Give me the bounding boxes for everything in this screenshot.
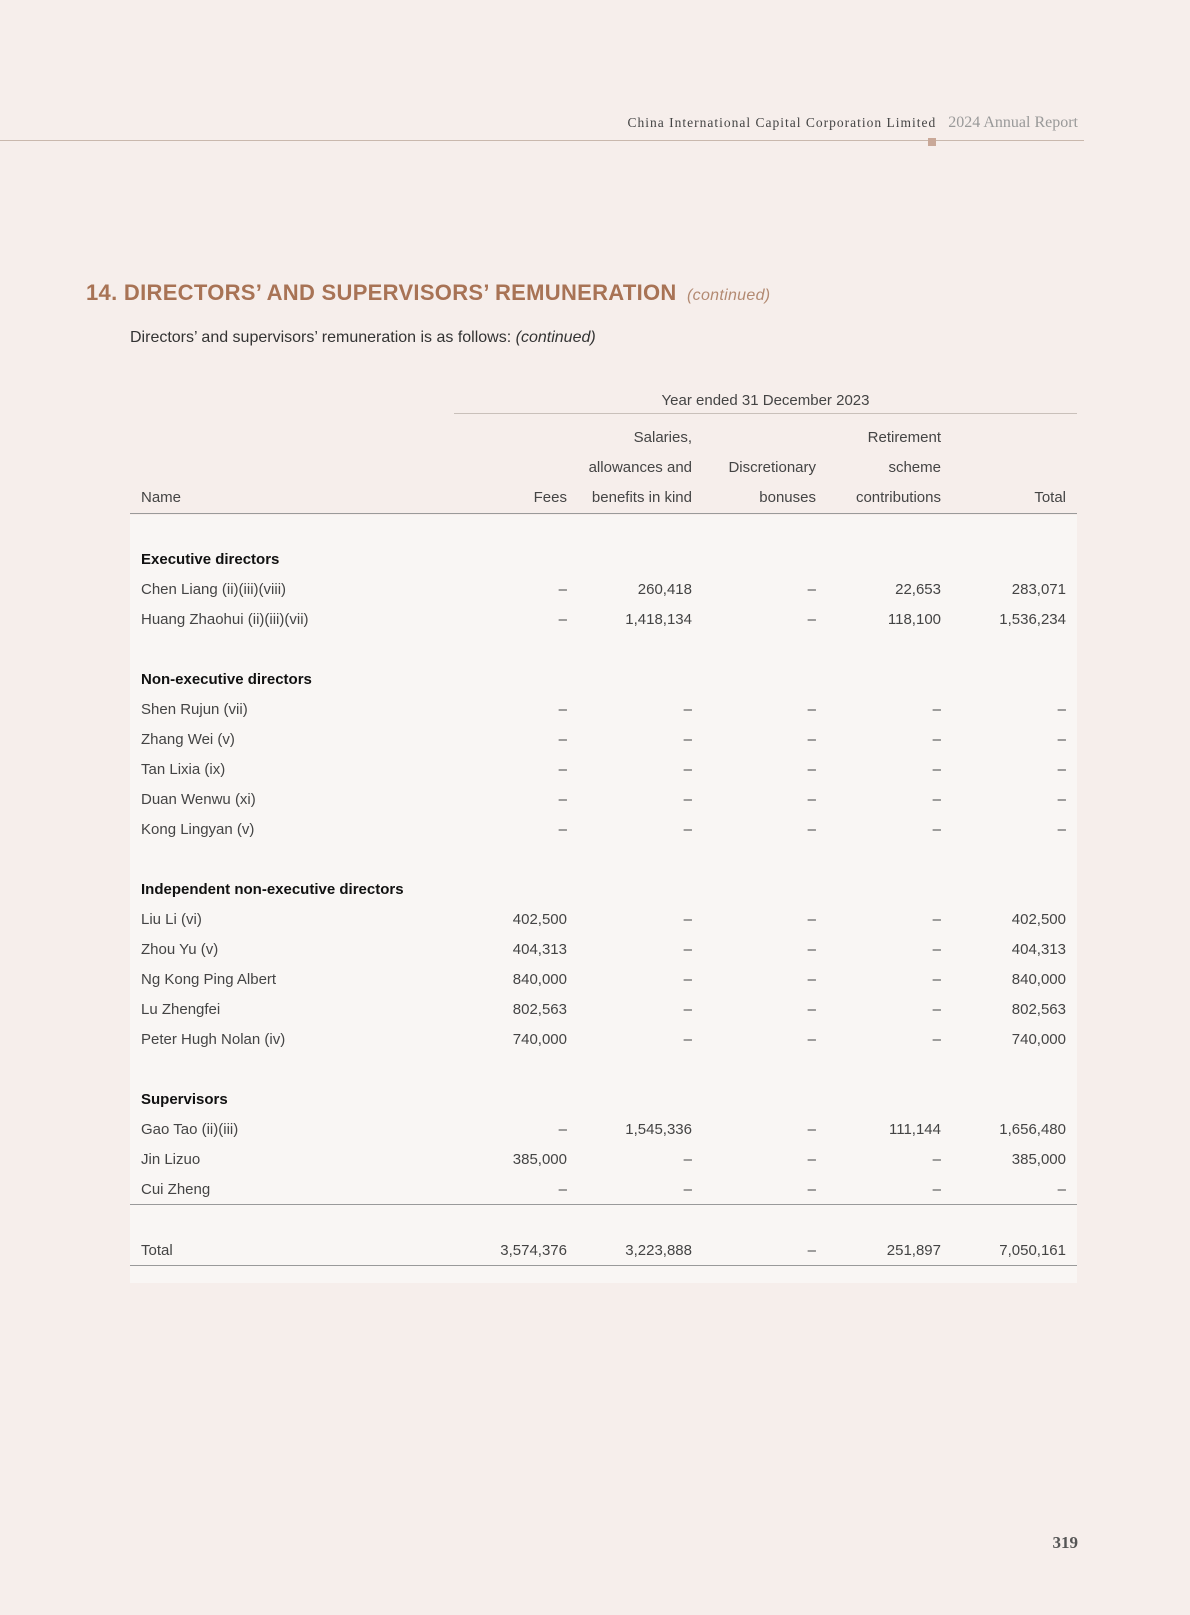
- cell-fees: –: [558, 790, 567, 808]
- cell-fees: 385,000: [512, 1150, 567, 1168]
- cell-bonuses: –: [807, 1120, 816, 1138]
- table-row: [130, 1144, 1077, 1174]
- group-title: Non-executive directors: [141, 670, 312, 688]
- cell-bonuses: –: [807, 1000, 816, 1018]
- cell-name: Shen Rujun (vii): [141, 700, 248, 718]
- column-header-name: [130, 453, 430, 483]
- column-header-fees: Fees: [533, 489, 567, 506]
- spacer-row: [130, 844, 1077, 874]
- cell-total: –: [1057, 760, 1066, 778]
- table-row: [130, 1174, 1077, 1205]
- intro-continued: (continued): [515, 329, 596, 346]
- table-row: [130, 694, 1077, 724]
- cell-total: –: [1057, 1180, 1066, 1198]
- spacer-row: [130, 1054, 1077, 1084]
- cell-salaries: –: [683, 1180, 692, 1198]
- table-row: [130, 964, 1077, 994]
- cell-salaries: 1,418,134: [625, 610, 692, 628]
- cell-total: 283,071: [1011, 580, 1066, 598]
- group-title: Supervisors: [141, 1090, 228, 1108]
- spacer-row: [130, 634, 1077, 664]
- company-name: China International Capital Corporation Limited: [627, 115, 937, 130]
- cell-salaries: –: [683, 910, 692, 928]
- cell-bonuses: –: [807, 910, 816, 928]
- cell-salaries: –: [683, 1000, 692, 1018]
- cell-name: Total: [141, 1241, 173, 1259]
- continued-label: (continued): [687, 287, 771, 304]
- column-header-total: [941, 423, 1077, 453]
- spacer-row: [130, 1205, 1077, 1236]
- cell-bonuses: –: [807, 580, 816, 598]
- cell-salaries: –: [683, 1030, 692, 1048]
- cell-total: 1,656,480: [999, 1120, 1066, 1138]
- cell-name: Gao Tao (ii)(iii): [141, 1120, 239, 1138]
- cell-name: Jin Lizuo: [141, 1150, 201, 1168]
- cell-fees: –: [558, 700, 567, 718]
- cell-fees: –: [558, 580, 567, 598]
- column-header-retirement: scheme: [888, 459, 941, 476]
- cell-name: Tan Lixia (ix): [141, 760, 226, 778]
- cell-name: Lu Zhengfei: [141, 1000, 221, 1018]
- cell-name: Ng Kong Ping Albert: [141, 970, 277, 988]
- cell-name: Peter Hugh Nolan (iv): [141, 1030, 286, 1048]
- column-header-salaries: allowances and: [588, 459, 692, 476]
- cell-fees: –: [558, 1180, 567, 1198]
- period-heading: Year ended 31 December 2023: [661, 392, 870, 409]
- cell-total: 7,050,161: [999, 1241, 1066, 1259]
- cell-total: –: [1057, 790, 1066, 808]
- cell-salaries: –: [683, 790, 692, 808]
- total-row: [130, 1235, 1077, 1266]
- cell-salaries: –: [683, 940, 692, 958]
- header-marker: [928, 138, 936, 146]
- cell-bonuses: –: [807, 1180, 816, 1198]
- table-row: [130, 754, 1077, 784]
- header-row: [130, 483, 1077, 514]
- cell-salaries: –: [683, 700, 692, 718]
- header-row: [130, 453, 1077, 483]
- cell-fees: 840,000: [512, 970, 567, 988]
- cell-retirement: –: [932, 970, 941, 988]
- cell-retirement: –: [932, 1030, 941, 1048]
- cell-bonuses: –: [807, 1150, 816, 1168]
- cell-name: Zhang Wei (v): [141, 730, 235, 748]
- cell-salaries: –: [683, 760, 692, 778]
- cell-fees: 402,500: [512, 910, 567, 928]
- cell-total: –: [1057, 700, 1066, 718]
- cell-total: 402,500: [1011, 910, 1066, 928]
- group-heading-row: [130, 664, 1077, 694]
- cell-bonuses: –: [807, 700, 816, 718]
- cell-total: –: [1057, 820, 1066, 838]
- header-divider: [0, 140, 1084, 141]
- cell-name: Cui Zheng: [141, 1180, 211, 1198]
- column-header-name: Name: [141, 489, 182, 506]
- cell-bonuses: –: [807, 760, 816, 778]
- cell-fees: 3,574,376: [500, 1241, 567, 1259]
- cell-retirement: 118,100: [887, 610, 941, 628]
- group-heading-row: [130, 544, 1077, 574]
- table-row: [130, 904, 1077, 934]
- section-number: 14.: [86, 280, 118, 305]
- cell-salaries: –: [683, 1150, 692, 1168]
- cell-retirement: –: [932, 700, 941, 718]
- section-title: [86, 280, 770, 306]
- table-row: [130, 574, 1077, 604]
- period-divider: [454, 413, 1077, 414]
- cell-total: 404,313: [1011, 940, 1066, 958]
- cell-name: Liu Li (vi): [141, 910, 202, 928]
- table-row: [130, 1024, 1077, 1054]
- table-row: [130, 814, 1077, 844]
- intro-text: [130, 329, 596, 347]
- cell-name: Huang Zhaohui (ii)(iii)(vii): [141, 610, 309, 628]
- cell-total: 1,536,234: [999, 610, 1066, 628]
- intro-sentence: Directors’ and supervisors’ remuneration is as follows:: [130, 329, 512, 346]
- cell-salaries: –: [683, 970, 692, 988]
- cell-fees: –: [558, 730, 567, 748]
- cell-retirement: –: [932, 1000, 941, 1018]
- column-header-salaries: Salaries,: [633, 429, 692, 446]
- table-row: [130, 934, 1077, 964]
- cell-salaries: 1,545,336: [625, 1120, 692, 1138]
- cell-fees: 802,563: [512, 1000, 567, 1018]
- group-title: Executive directors: [141, 550, 280, 568]
- column-header-name: [130, 423, 430, 453]
- table-row: [130, 724, 1077, 754]
- column-header-fees: [430, 423, 567, 453]
- cell-retirement: 251,897: [886, 1241, 941, 1259]
- column-header-retirement: Retirement: [867, 429, 941, 446]
- cell-name: Kong Lingyan (v): [141, 820, 255, 838]
- column-header-salaries: benefits in kind: [591, 489, 692, 506]
- table-row: [130, 784, 1077, 814]
- cell-retirement: –: [932, 820, 941, 838]
- cell-total: 740,000: [1011, 1030, 1066, 1048]
- group-title: Independent non-executive directors: [141, 880, 404, 898]
- cell-fees: 740,000: [512, 1030, 567, 1048]
- cell-bonuses: –: [807, 940, 816, 958]
- cell-fees: –: [558, 820, 567, 838]
- cell-total: 840,000: [1011, 970, 1066, 988]
- cell-bonuses: –: [807, 970, 816, 988]
- cell-total: 385,000: [1011, 1150, 1066, 1168]
- table-row: [130, 1114, 1077, 1144]
- cell-salaries: 260,418: [637, 580, 692, 598]
- cell-salaries: 3,223,888: [625, 1241, 692, 1259]
- cell-salaries: –: [683, 820, 692, 838]
- column-header-total: Total: [1034, 489, 1066, 506]
- group-heading-row: [130, 1084, 1077, 1114]
- cell-name: Chen Liang (ii)(iii)(viii): [141, 580, 287, 598]
- cell-retirement: 22,653: [895, 580, 941, 598]
- cell-retirement: –: [932, 1180, 941, 1198]
- cell-salaries: –: [683, 730, 692, 748]
- group-heading-row: [130, 874, 1077, 904]
- table-row: [130, 994, 1077, 1024]
- cell-retirement: 111,144: [889, 1120, 941, 1138]
- cell-fees: –: [558, 760, 567, 778]
- cell-retirement: –: [932, 790, 941, 808]
- column-header-fees: [430, 453, 567, 483]
- section-heading: DIRECTORS’ AND SUPERVISORS’ REMUNERATION: [123, 280, 677, 305]
- report-title: 2024 Annual Report: [948, 114, 1078, 131]
- spacer-row: [130, 514, 1077, 545]
- page-number: 319: [1052, 1533, 1078, 1552]
- running-header: [628, 114, 1078, 132]
- cell-retirement: –: [932, 1150, 941, 1168]
- cell-fees: –: [558, 610, 567, 628]
- table-row: [130, 604, 1077, 634]
- cell-bonuses: –: [807, 610, 816, 628]
- remuneration-table: [130, 423, 1077, 1266]
- cell-total: 802,563: [1011, 1000, 1066, 1018]
- column-header-retirement: contributions: [855, 489, 941, 506]
- cell-retirement: –: [932, 730, 941, 748]
- cell-name: Duan Wenwu (xi): [141, 790, 256, 808]
- cell-total: –: [1057, 730, 1066, 748]
- cell-fees: –: [558, 1120, 567, 1138]
- header-row: [130, 423, 1077, 453]
- column-header-total: [941, 453, 1077, 483]
- cell-bonuses: –: [807, 730, 816, 748]
- column-header-bonuses: [692, 423, 816, 453]
- cell-bonuses: –: [807, 820, 816, 838]
- column-header-bonuses: Discretionary: [728, 459, 816, 476]
- cell-retirement: –: [932, 910, 941, 928]
- cell-retirement: –: [932, 940, 941, 958]
- cell-bonuses: –: [807, 1030, 816, 1048]
- cell-fees: 404,313: [512, 940, 567, 958]
- cell-name: Zhou Yu (v): [141, 940, 219, 958]
- column-header-bonuses: bonuses: [759, 489, 816, 506]
- cell-bonuses: –: [807, 790, 816, 808]
- cell-retirement: –: [932, 760, 941, 778]
- cell-bonuses: –: [807, 1241, 816, 1259]
